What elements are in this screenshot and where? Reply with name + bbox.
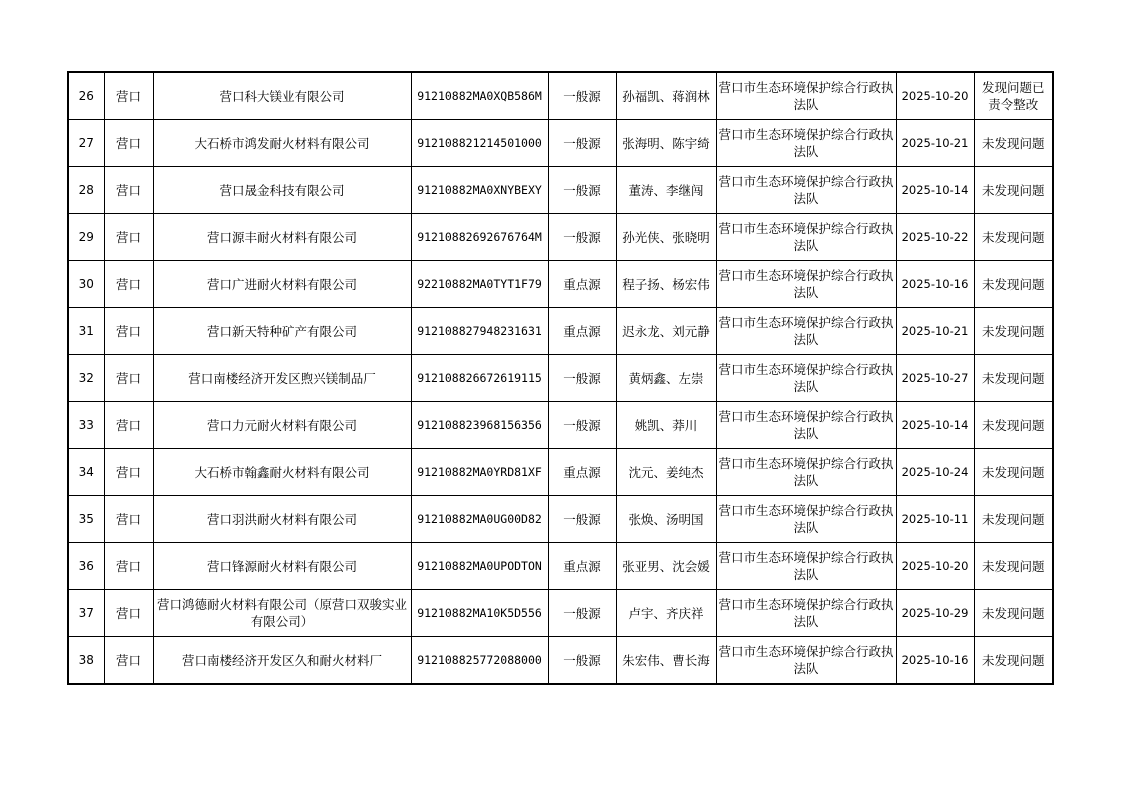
inspectors-cell: 孙福凯、蒋润林: [616, 72, 716, 120]
inspectors-cell: 张海明、陈宇绮: [616, 120, 716, 167]
row-number-cell: 38: [68, 637, 104, 685]
company-name-cell: 营口晟金科技有限公司: [153, 167, 411, 214]
city-cell: 营口: [104, 261, 153, 308]
table-body: [68, 72, 1053, 684]
credit-code-cell: 91210882MA0UPODTON: [411, 543, 548, 590]
table-row: [68, 308, 1053, 355]
row-number-cell: 32: [68, 355, 104, 402]
table-row: [68, 402, 1053, 449]
inspection-date-cell: 2025-10-24: [896, 449, 974, 496]
row-number-cell: 37: [68, 590, 104, 637]
row-number-cell: 31: [68, 308, 104, 355]
inspection-date-cell: 2025-10-27: [896, 355, 974, 402]
company-name-cell: 营口鸿德耐火材料有限公司（原营口双骏实业有限公司）: [153, 590, 411, 637]
result-cell: 未发现问题: [974, 449, 1053, 496]
agency-cell: 营口市生态环境保护综合行政执法队: [716, 496, 896, 543]
inspectors-cell: 张亚男、沈会媛: [616, 543, 716, 590]
credit-code-cell: 912108823968156356: [411, 402, 548, 449]
company-name-cell: 营口科大镁业有限公司: [153, 72, 411, 120]
table-row: [68, 72, 1053, 120]
credit-code-cell: 91210882MA0YRD81XF: [411, 449, 548, 496]
city-cell: 营口: [104, 590, 153, 637]
inspection-date-cell: 2025-10-16: [896, 261, 974, 308]
table-row: [68, 167, 1053, 214]
source-type-cell: 一般源: [548, 590, 616, 637]
credit-code-cell: 92210882MA0TYT1F79: [411, 261, 548, 308]
agency-cell: 营口市生态环境保护综合行政执法队: [716, 590, 896, 637]
row-number-cell: 29: [68, 214, 104, 261]
company-name-cell: 营口广进耐火材料有限公司: [153, 261, 411, 308]
table-row: [68, 261, 1053, 308]
row-number-cell: 35: [68, 496, 104, 543]
inspectors-cell: 沈元、姜纯杰: [616, 449, 716, 496]
inspection-date-cell: 2025-10-14: [896, 402, 974, 449]
inspectors-cell: 孙光侠、张晓明: [616, 214, 716, 261]
inspection-date-cell: 2025-10-29: [896, 590, 974, 637]
result-cell: 未发现问题: [974, 590, 1053, 637]
inspection-date-cell: 2025-10-22: [896, 214, 974, 261]
table-row: [68, 214, 1053, 261]
company-name-cell: 营口锋源耐火材料有限公司: [153, 543, 411, 590]
inspectors-cell: 黄炳鑫、左崇: [616, 355, 716, 402]
result-cell: 未发现问题: [974, 543, 1053, 590]
agency-cell: 营口市生态环境保护综合行政执法队: [716, 72, 896, 120]
agency-cell: 营口市生态环境保护综合行政执法队: [716, 355, 896, 402]
inspection-date-cell: 2025-10-11: [896, 496, 974, 543]
table-row: [68, 120, 1053, 167]
inspection-date-cell: 2025-10-20: [896, 72, 974, 120]
agency-cell: 营口市生态环境保护综合行政执法队: [716, 402, 896, 449]
source-type-cell: 重点源: [548, 308, 616, 355]
inspection-date-cell: 2025-10-21: [896, 308, 974, 355]
table-row: [68, 543, 1053, 590]
inspectors-cell: 董涛、李继闯: [616, 167, 716, 214]
credit-code-cell: 91210882MA0XQB586M: [411, 72, 548, 120]
credit-code-cell: 912108826672619115: [411, 355, 548, 402]
source-type-cell: 一般源: [548, 214, 616, 261]
credit-code-cell: 91210882MA10K5D556: [411, 590, 548, 637]
company-name-cell: 营口羽洪耐火材料有限公司: [153, 496, 411, 543]
result-cell: 未发现问题: [974, 496, 1053, 543]
source-type-cell: 一般源: [548, 355, 616, 402]
table-row: [68, 449, 1053, 496]
source-type-cell: 一般源: [548, 120, 616, 167]
row-number-cell: 27: [68, 120, 104, 167]
credit-code-cell: 912108821214501000: [411, 120, 548, 167]
company-name-cell: 大石桥市翰鑫耐火材料有限公司: [153, 449, 411, 496]
result-cell: 未发现问题: [974, 167, 1053, 214]
result-cell: 发现问题已责令整改: [974, 72, 1053, 120]
agency-cell: 营口市生态环境保护综合行政执法队: [716, 261, 896, 308]
source-type-cell: 重点源: [548, 261, 616, 308]
city-cell: 营口: [104, 355, 153, 402]
city-cell: 营口: [104, 402, 153, 449]
agency-cell: 营口市生态环境保护综合行政执法队: [716, 449, 896, 496]
credit-code-cell: 91210882MA0UG00D82: [411, 496, 548, 543]
agency-cell: 营口市生态环境保护综合行政执法队: [716, 167, 896, 214]
credit-code-cell: 91210882MA0XNYBEXY: [411, 167, 548, 214]
inspectors-cell: 张焕、汤明国: [616, 496, 716, 543]
result-cell: 未发现问题: [974, 402, 1053, 449]
result-cell: 未发现问题: [974, 120, 1053, 167]
city-cell: 营口: [104, 308, 153, 355]
credit-code-cell: 912108827948231631: [411, 308, 548, 355]
source-type-cell: 重点源: [548, 543, 616, 590]
table-row: [68, 590, 1053, 637]
city-cell: 营口: [104, 214, 153, 261]
company-name-cell: 大石桥市鸿发耐火材料有限公司: [153, 120, 411, 167]
inspectors-cell: 迟永龙、刘元静: [616, 308, 716, 355]
source-type-cell: 一般源: [548, 72, 616, 120]
row-number-cell: 28: [68, 167, 104, 214]
city-cell: 营口: [104, 167, 153, 214]
city-cell: 营口: [104, 72, 153, 120]
source-type-cell: 一般源: [548, 496, 616, 543]
agency-cell: 营口市生态环境保护综合行政执法队: [716, 214, 896, 261]
table-row: [68, 496, 1053, 543]
inspection-date-cell: 2025-10-16: [896, 637, 974, 685]
agency-cell: 营口市生态环境保护综合行政执法队: [716, 543, 896, 590]
result-cell: 未发现问题: [974, 261, 1053, 308]
city-cell: 营口: [104, 120, 153, 167]
result-cell: 未发现问题: [974, 308, 1053, 355]
agency-cell: 营口市生态环境保护综合行政执法队: [716, 120, 896, 167]
result-cell: 未发现问题: [974, 355, 1053, 402]
source-type-cell: 一般源: [548, 637, 616, 685]
source-type-cell: 一般源: [548, 167, 616, 214]
city-cell: 营口: [104, 543, 153, 590]
row-number-cell: 34: [68, 449, 104, 496]
inspectors-cell: 程子扬、杨宏伟: [616, 261, 716, 308]
row-number-cell: 26: [68, 72, 104, 120]
row-number-cell: 30: [68, 261, 104, 308]
inspection-date-cell: 2025-10-21: [896, 120, 974, 167]
row-number-cell: 33: [68, 402, 104, 449]
company-name-cell: 营口南楼经济开发区久和耐火材料厂: [153, 637, 411, 685]
city-cell: 营口: [104, 449, 153, 496]
city-cell: 营口: [104, 637, 153, 685]
inspectors-cell: 朱宏伟、曹长海: [616, 637, 716, 685]
source-type-cell: 一般源: [548, 402, 616, 449]
row-number-cell: 36: [68, 543, 104, 590]
city-cell: 营口: [104, 496, 153, 543]
inspection-table: [67, 71, 1054, 685]
table-row: [68, 355, 1053, 402]
credit-code-cell: 912108825772088000: [411, 637, 548, 685]
company-name-cell: 营口南楼经济开发区煦兴镁制品厂: [153, 355, 411, 402]
table-row: [68, 637, 1053, 685]
agency-cell: 营口市生态环境保护综合行政执法队: [716, 637, 896, 685]
company-name-cell: 营口新天特种矿产有限公司: [153, 308, 411, 355]
inspectors-cell: 姚凯、莽川: [616, 402, 716, 449]
company-name-cell: 营口源丰耐火材料有限公司: [153, 214, 411, 261]
source-type-cell: 重点源: [548, 449, 616, 496]
credit-code-cell: 91210882692676764M: [411, 214, 548, 261]
agency-cell: 营口市生态环境保护综合行政执法队: [716, 308, 896, 355]
inspection-date-cell: 2025-10-14: [896, 167, 974, 214]
result-cell: 未发现问题: [974, 214, 1053, 261]
inspectors-cell: 卢宇、齐庆祥: [616, 590, 716, 637]
inspection-date-cell: 2025-10-20: [896, 543, 974, 590]
company-name-cell: 营口力元耐火材料有限公司: [153, 402, 411, 449]
result-cell: 未发现问题: [974, 637, 1053, 685]
